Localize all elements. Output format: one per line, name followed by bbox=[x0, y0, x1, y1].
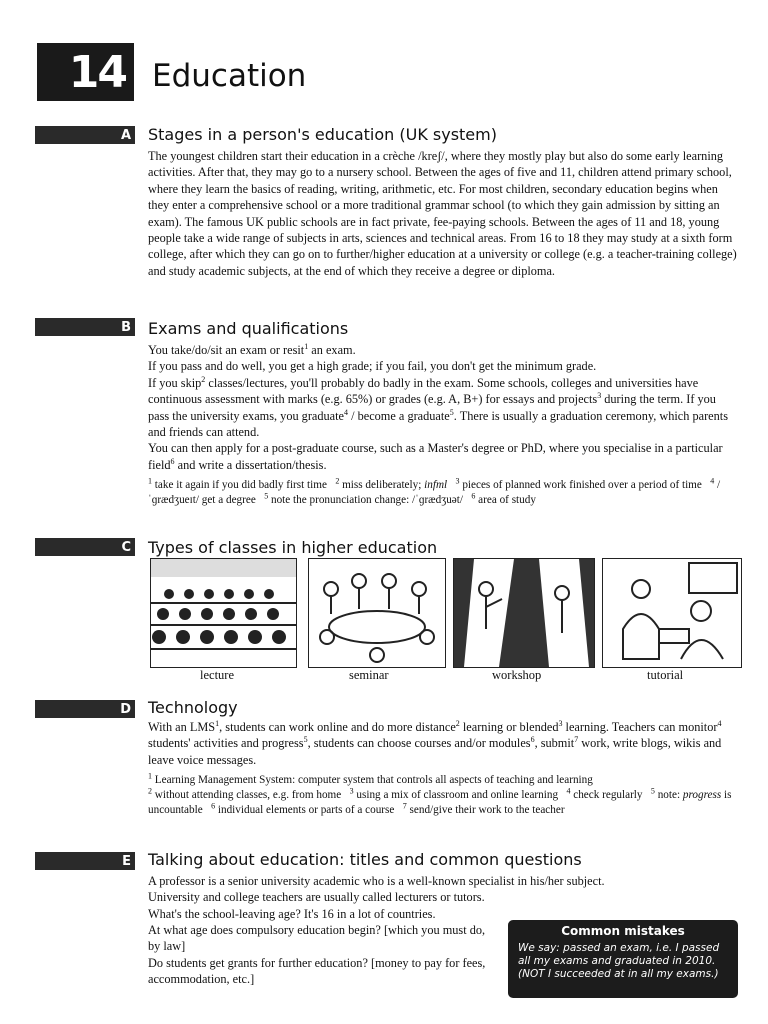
section-a-text: The youngest children start their education in a crèche /kreʃ/, where they mostly play but also do some early learning activities. After that, they may go to a nursery school. Between the ages of five and 11, children attend primary school, where they learn the basics of reading, writing, arithmetic, etc. For most children, secondary education begins when they enter a comprehensive school or a more traditional grammar school (to which they gain admission by sitting an exam). The famous UK public schools are in fact private, fee-paying schools. Between the ages of 11 and 18, young people take a wide range of subjects in arts, sciences and technical areas. From 16 to 18 they may study at a sixth form college, after which they can go on to further/higher education at a university or college (e.g. a teacher-training college) and study academic subjects, at the end of which they receive a degree or diploma. bbox=[148, 149, 737, 278]
section-e-text-top: A professor is a senior university academic who is a well-known specialist in his/her subject. University and college teachers are usually called lecturers or tutors. What's the school-leaving age? It's 16 in a lot of countries. bbox=[148, 874, 605, 921]
section-tag-a: A bbox=[35, 126, 135, 144]
label-tutorial: tutorial bbox=[647, 668, 684, 682]
lecture-illustration bbox=[150, 558, 297, 668]
unit-title: Education bbox=[152, 58, 307, 94]
common-mistakes-box bbox=[508, 920, 738, 998]
section-tag-b: B bbox=[35, 318, 135, 336]
label-seminar: seminar bbox=[349, 668, 389, 682]
tutorial-illustration bbox=[602, 558, 742, 668]
common-mistakes-title: Common mistakes bbox=[561, 924, 685, 938]
class-illustrations bbox=[150, 558, 740, 668]
label-workshop: workshop bbox=[492, 668, 542, 682]
section-c-heading: Types of classes in higher education bbox=[148, 538, 438, 557]
section-d-heading: Technology bbox=[148, 698, 238, 717]
section-tag-e: E bbox=[35, 852, 135, 870]
unit-number-box bbox=[37, 43, 134, 101]
section-e-heading: Talking about education: titles and common questions bbox=[148, 850, 582, 869]
seminar-illustration bbox=[308, 558, 446, 668]
section-d-footnotes: $^1$ Learning Management System: computer system that controls all aspects of teaching and learning $^2$ without attending classes, e.g. from home $^3$ using a mix of classroom and online learning $^4$ check regularly $^5$ note: progress is uncountable $^6$ individual elements or parts of a course $^7$ send/give their work to the teacher bbox=[148, 771, 732, 816]
section-d-text: With an LMS$^1$, students can work online and do more distance$^2$ learning or blended$^3$ learning. Teachers can monitor$^4$ students' activities and progress$^5$, students can choose courses and/or modules$^6$, submit$^7$ work, write blogs, wikis and leave voice messages. bbox=[148, 718, 722, 767]
unit-number: 14 bbox=[68, 46, 126, 98]
section-b-footnotes: $^1$ take it again if you did badly first time $^2$ miss deliberately; infml $^3$ pieces of planned work finished over a period of time $^4$ /ˈɡrædʒueɪt/ get a degree $^5$ note the pronunciation change: /ˈɡrædʒuət/ $^6$ area of study bbox=[148, 476, 721, 506]
section-a-heading: Stages in a person's education (UK system) bbox=[148, 125, 497, 144]
common-mistakes-text: We say: passed an exam, i.e. I passed all my exams and graduated in 2010. (NOT I succeeded at in all my exams.) bbox=[518, 942, 720, 980]
section-b-heading: Exams and qualifications bbox=[148, 319, 349, 338]
section-e-text-bottom: At what age does compulsory education begin? [which you must do, by law] Do students get grants for further education? [money to pay for fees, accommodation, etc.] bbox=[148, 923, 486, 987]
section-tag-d: D bbox=[35, 700, 135, 718]
workshop-illustration bbox=[453, 558, 595, 668]
section-tag-c: C bbox=[35, 538, 135, 556]
section-b-text: You take/do/sit an exam or resit$^1$ an exam. If you pass and do well, you get a high grade; if you fail, you don't get the minimum grade. If you skip$^2$ classes/lectures, you'll probably do badly in the exam. Some schools, colleges and universities have continuous assessment with marks (e.g. 65%) or grades (e.g. A, B+) for essays and projects$^3$ during the term. If you pass the university exams, you graduate$^4$ / become a graduate$^5$. There is usually a graduation ceremony, which parents and friends can attend. You can then apply for a post-graduate course, such as a Master's degree or PhD, where you specialise in a particular field$^6$ and write a dissertation/thesis. bbox=[148, 341, 728, 472]
label-lecture: lecture bbox=[200, 668, 235, 682]
